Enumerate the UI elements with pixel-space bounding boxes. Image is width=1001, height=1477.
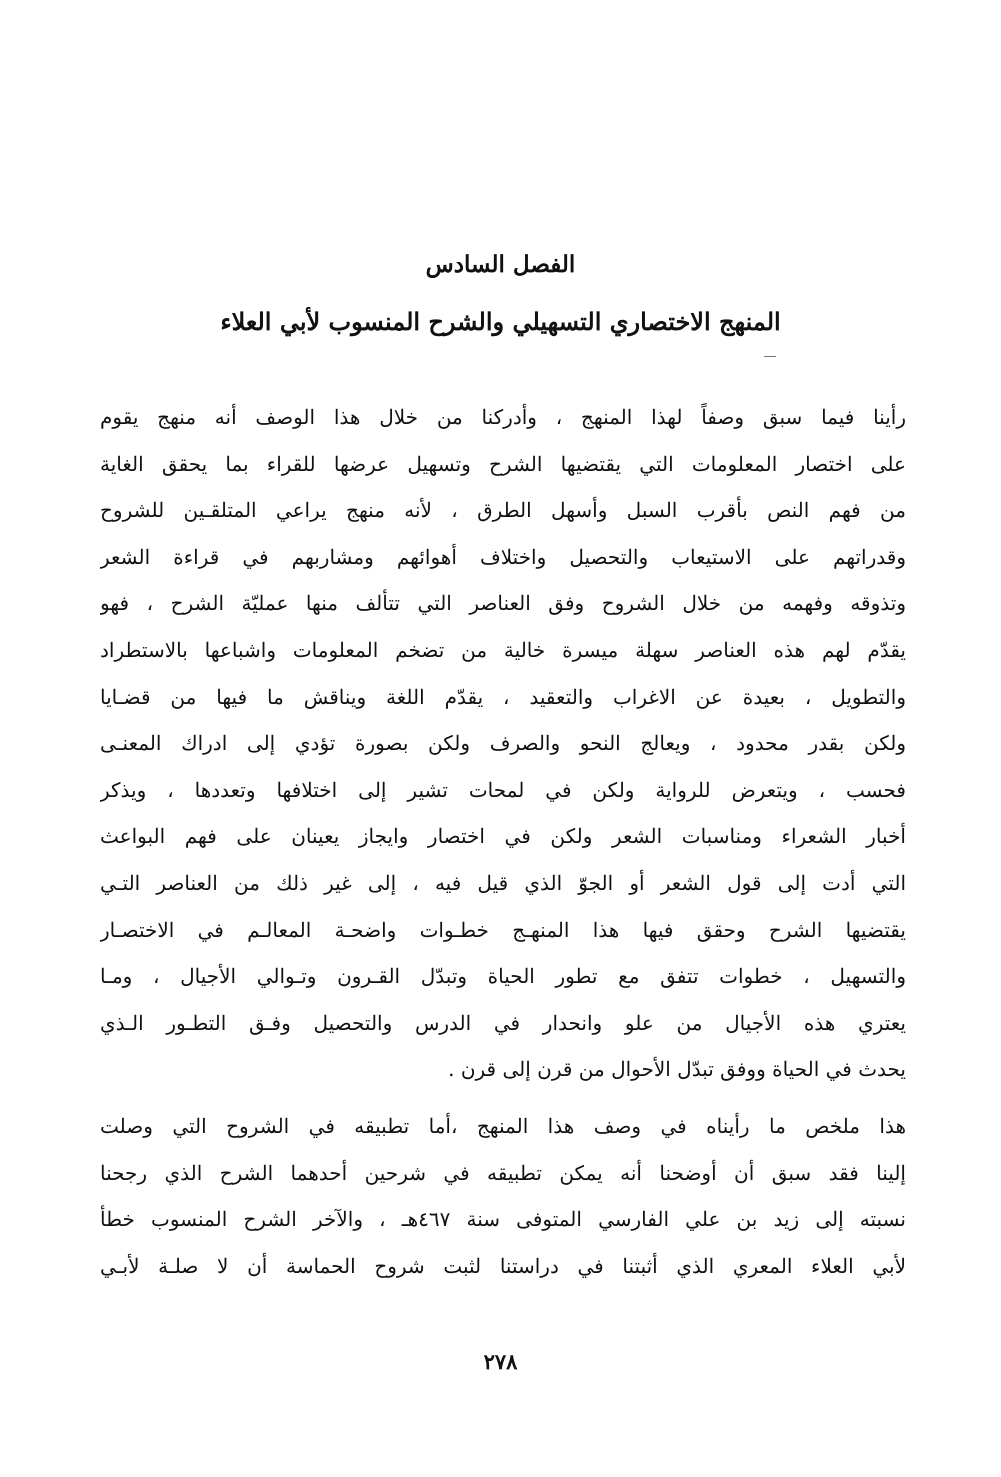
text-line: ولكن بقدر محدود ، ويعالج النحو والصرف ولكن بصورة تؤدي إلى ادراك المعنـى <box>100 731 906 756</box>
text-line: والتطويل ، بعيدة عن الاغراب والتعقيد ، يقدّم اللغة ويناقش ما فيها من قضـايا <box>100 684 906 709</box>
text-line: وقدراتهم على الاستيعاب والتحصيل واختلاف أهوائهم ومشاربهم في قراءة الشعر <box>100 544 906 569</box>
text-line: يحدث في الحياة ووفق تبدّل الأحوال من قرن إلى قرن . <box>448 1057 906 1082</box>
page-number: ٢٧٨ <box>483 1349 518 1374</box>
text-line: على اختصار المعلومات التي يقتضيها الشرح وتسهيل عرضها للقراء بما يحقق الغاية <box>100 451 906 476</box>
text-line: يقدّم لهم هذه العناصر سهلة ميسرة خالية من تضخم المعلومات واشباعها بالاستطراد <box>100 637 906 662</box>
text-line: من فهم النص بأقرب السبل وأسهل الطرق ، لأنه منهج يراعي المتلقـين للشروح <box>100 498 906 523</box>
chapter-title: المنهج الاختصاري التسهيلي والشرح المنسوب لأبي العلاء <box>220 307 781 336</box>
paragraph-1 <box>100 394 906 1093</box>
text-line: يعتري هذه الأجيال من علو وانحدار في الدرس والتحصيل وفـق التطـور الـذي <box>100 1010 906 1035</box>
scan-mark <box>764 356 776 357</box>
text-line: التي أدت إلى قول الشعر أو الجوّ الذي قيل فيه ، إلى غير ذلك من العناصر التـي <box>100 870 906 895</box>
body-text <box>100 394 906 1289</box>
paragraph-2 <box>100 1103 906 1289</box>
chapter-heading: الفصل السادس <box>425 251 576 278</box>
text-line: رأينا فيما سبق وصفاً لهذا المنهج ، وأدركنا من خلال هذا الوصف أنه منهج يقوم <box>100 405 906 429</box>
text-line: وتذوقه وفهمه من خلال الشروح وفق العناصر التي تتألف منها عمليّة الشرح ، فهو <box>100 591 906 616</box>
text-line: لأبي العلاء المعري الذي أثبتنا في دراستنا لثبت شروح الحماسة أن لا صلـة لأبـي <box>100 1253 906 1278</box>
text-line: يقتضيها الشرح وحقق فيها هذا المنهـج خطـوات واضحـة المعالـم في الاختصـار <box>100 917 906 942</box>
text-line: أخبار الشعراء ومناسبات الشعر ولكن في اختصار وايجاز يعينان على فهم البواعث <box>100 824 906 849</box>
text-line: والتسهيل ، خطوات تتفق مع تطور الحياة وتبدّل القـرون وتـوالي الأجيال ، ومـا <box>100 964 906 989</box>
text-line: نسبته إلى زيد بن علي الفارسي المتوفى سنة ٤٦٧هـ ، والآخر الشرح المنسوب خطأ <box>100 1207 906 1232</box>
text-line: فحسب ، ويتعرض للرواية ولكن في لمحات تشير إلى اختلافها وتعددها ، ويذكر <box>100 777 906 802</box>
text-line: إلينا فقد سبق أن أوضحنا أنه يمكن تطبيقه في شرحين أحدهما الشرح الذي رجحنا <box>100 1160 906 1185</box>
text-line: هذا ملخص ما رأيناه في وصف هذا المنهج ،أما تطبيقه في الشروح التي وصلت <box>100 1113 906 1138</box>
